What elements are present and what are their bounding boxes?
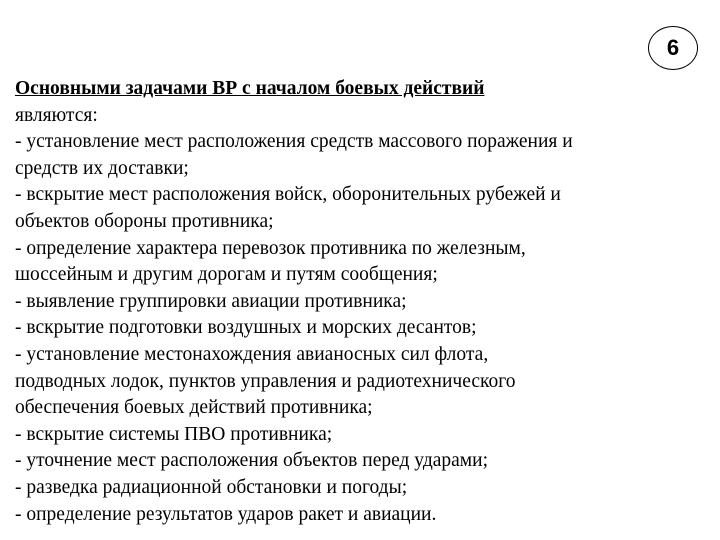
list-line: - вскрытие мест расположения войск, оборонительных рубежей и xyxy=(15,184,561,206)
list-line: объектов обороны противника; xyxy=(15,210,274,232)
list-line: - вскрытие системы ПВО противника; xyxy=(15,423,333,445)
list-line: - разведка радиационной обстановки и погоды; xyxy=(15,476,408,498)
list-line: обеспечения боевых действий противника; xyxy=(15,397,373,419)
list-line: - вскрытие подготовки воздушных и морских десантов; xyxy=(15,317,477,339)
list-line: - уточнение мест расположения объектов перед ударами; xyxy=(15,450,488,472)
list-line: шоссейным и другим дорогам и путям сообщения; xyxy=(15,264,438,286)
list-line: средств их доставки; xyxy=(15,157,189,179)
list-line: - определение результатов ударов ракет и авиации. xyxy=(15,503,437,525)
list-line: - определение характера перевозок противника по железным, xyxy=(15,237,526,259)
list-line: - установление местонахождения авианосных сил флота, xyxy=(15,343,489,365)
heading: Основными задачами ВР с началом боевых действий xyxy=(15,78,485,99)
page-number-badge: 6 xyxy=(648,26,698,70)
intro-line: являются: xyxy=(15,104,98,126)
slide-content xyxy=(15,76,715,528)
list-line: - выявление группировки авиации противника; xyxy=(15,290,407,312)
list-line: - установление мест расположения средств массового поражения и xyxy=(15,131,573,153)
list-line: подводных лодок, пунктов управления и радиотехнического xyxy=(15,370,516,392)
